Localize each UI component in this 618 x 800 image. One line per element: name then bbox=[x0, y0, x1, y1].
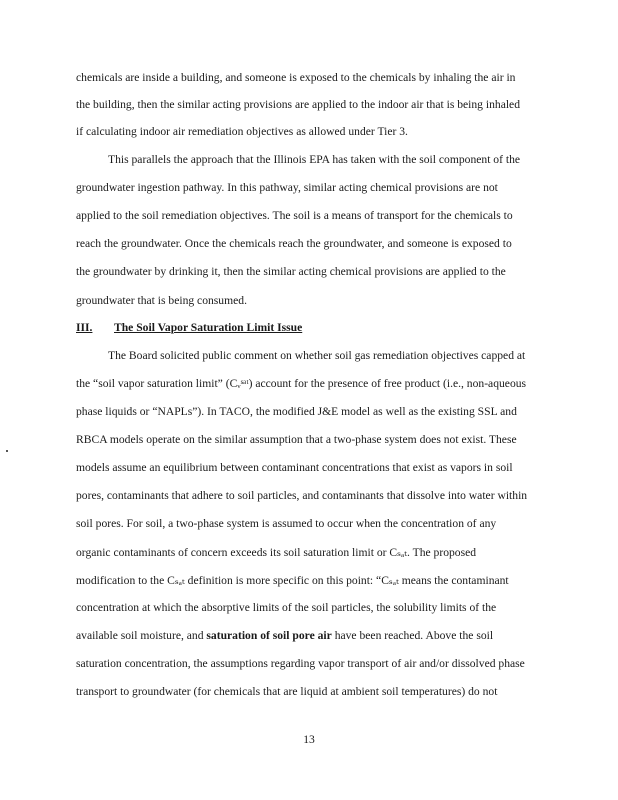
section-title: The Soil Vapor Saturation Limit Issue bbox=[114, 321, 303, 334]
text-line: the groundwater by drinking it, then the similar acting chemical provisions are applied to the bbox=[76, 265, 506, 278]
text-line: available soil moisture, and saturation of soil pore air have been reached. Above the soil bbox=[76, 629, 494, 642]
text-line: RBCA models operate on the similar assumption that a two-phase system does not exist. These bbox=[76, 433, 517, 446]
text-line: concentration at which the absorptive limits of the soil particles, the solubility limits of the bbox=[76, 601, 497, 614]
text-line: groundwater ingestion pathway. In this pathway, similar acting chemical provisions are not bbox=[76, 181, 498, 194]
text-line: modification to the Cₛₐₜ definition is more specific on this point: “Cₛₐₜ means the contaminant bbox=[76, 574, 509, 587]
text-line: pores, contaminants that adhere to soil particles, and contaminants that dissolve into water within bbox=[76, 489, 528, 502]
text-line: the building, then the similar acting provisions are applied to the indoor air that is being inhaled bbox=[76, 98, 521, 111]
text-line: reach the groundwater. Once the chemicals reach the groundwater, and someone is exposed to bbox=[76, 237, 512, 250]
text-line: The Board solicited public comment on whether soil gas remediation objectives capped at bbox=[108, 349, 526, 362]
text-line: chemicals are inside a building, and someone is exposed to the chemicals by inhaling the air in bbox=[76, 71, 516, 84]
page-number: 13 bbox=[303, 733, 315, 746]
text-line: organic contaminants of concern exceeds its soil saturation limit or Cₛₐₜ. The proposed bbox=[76, 546, 477, 559]
text-line: models assume an equilibrium between contaminant concentrations that exist as vapors in soil bbox=[76, 461, 513, 474]
text-line: soil pores. For soil, a two-phase system is assumed to occur when the concentration of any bbox=[76, 517, 497, 530]
text-line: applied to the soil remediation objectives. The soil is a means of transport for the chemicals to bbox=[76, 209, 513, 222]
text-line: saturation concentration, the assumptions regarding vapor transport of air and/or dissolved phase bbox=[76, 657, 525, 670]
bold-phrase: saturation of soil pore air bbox=[206, 629, 332, 642]
scan-mark bbox=[6, 450, 8, 452]
text-line: groundwater that is being consumed. bbox=[76, 294, 247, 307]
text-line: transport to groundwater (for chemicals that are liquid at ambient soil temperatures) do not bbox=[76, 685, 498, 698]
text-line: if calculating indoor air remediation objectives as allowed under Tier 3. bbox=[76, 125, 408, 138]
section-heading bbox=[76, 321, 302, 334]
text-line: This parallels the approach that the Illinois EPA has taken with the soil component of the bbox=[108, 153, 521, 166]
text-line: the “soil vapor saturation limit” (Cᵥˢᵃᵗ) account for the presence of free product (i.e., non-aqueous bbox=[76, 377, 527, 390]
text-line: phase liquids or “NAPLs”). In TACO, the modified J&E model as well as the existing SSL and bbox=[76, 405, 517, 418]
section-number: III. bbox=[76, 321, 93, 334]
